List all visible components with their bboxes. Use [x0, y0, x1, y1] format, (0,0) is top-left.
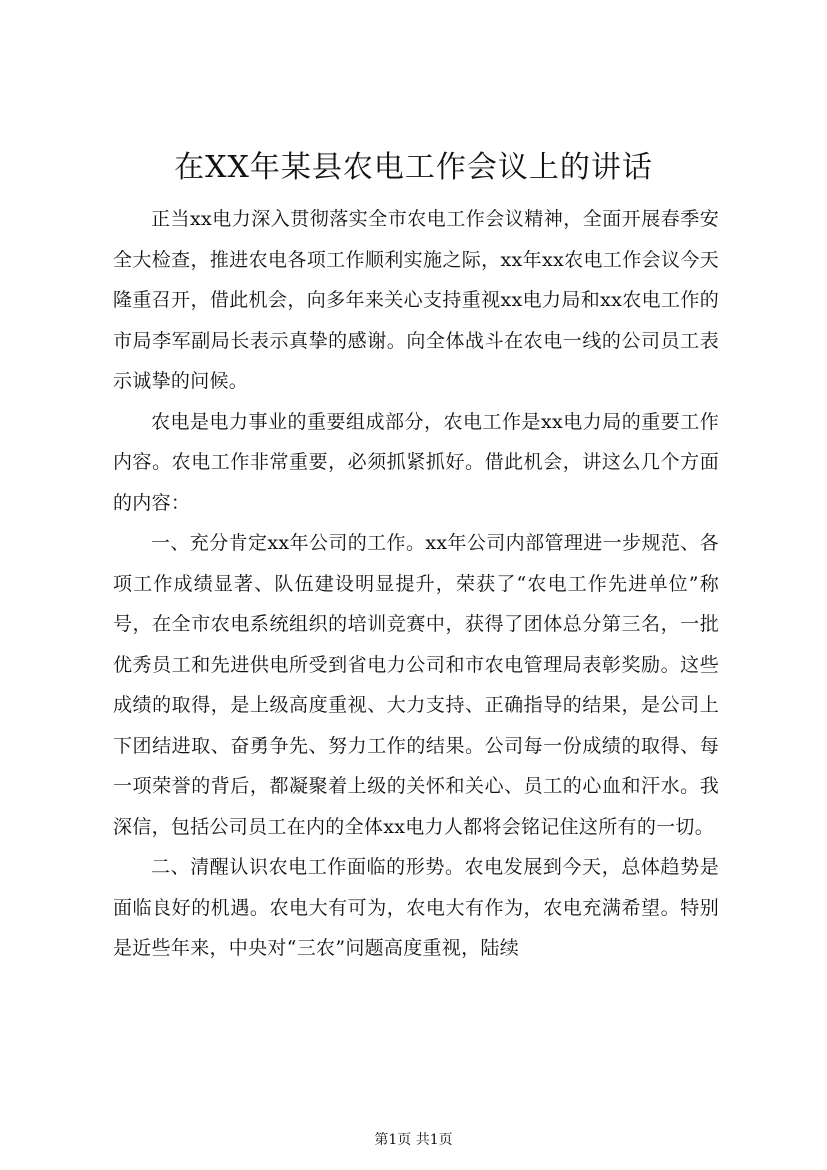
paragraph-4: 二、清醒认识农电工作面临的形势。农电发展到今天，总体趋势是面临良好的机遇。农电大有可为，农电大有作为，农电充满希望。特别是近些年来，中央对“三农”问题高度重视，陆续	[113, 856, 719, 959]
paragraph-2: 农电是电力事业的重要组成部分，农电工作是xx电力局的重要工作内容。农电工作非常重要，必须抓紧抓好。借此机会，讲这么几个方面的内容：	[113, 410, 719, 514]
paragraph-3: 一、充分肯定xx年公司的工作。xx年公司内部管理进一步规范、各项工作成绩显著、队伍建设明显提升，荣获了“农电工作先进单位”称号，在全市农电系统组织的培训竞赛中，获得了团体总分第三名，一批优秀员工和先进供电所受到省电力公司和市农电管理局表彰奖励。这些成绩的取得，是上级高度重视、大力支持、正确指导的结果，是公司上下团结进取、奋勇争先、努力工作的结果。公司每一份成绩的取得、每一项荣誉的背后，都凝聚着上级的关怀和关心、员工的心血和汗水。我深信，包括公司员工在内的全体xx电力人都将会铭记住这所有的一切。	[113, 532, 719, 838]
document-title: 在XX年某县农电工作会议上的讲话	[174, 150, 653, 185]
page-footer: 第1页 共1页	[374, 1132, 453, 1148]
paragraph-1: 正当xx电力深入贯彻落实全市农电工作会议精神，全面开展春季安全大检查，推进农电各项工作顺利实施之际，xx年xx农电工作会议今天隆重召开，借此机会，向多年来关心支持重视xx电力局和xx农电工作的市局李军副局长表示真挚的感谢。向全体战斗在农电一线的公司员工表示诚挚的问候。	[113, 208, 719, 392]
document-body	[113, 199, 719, 969]
